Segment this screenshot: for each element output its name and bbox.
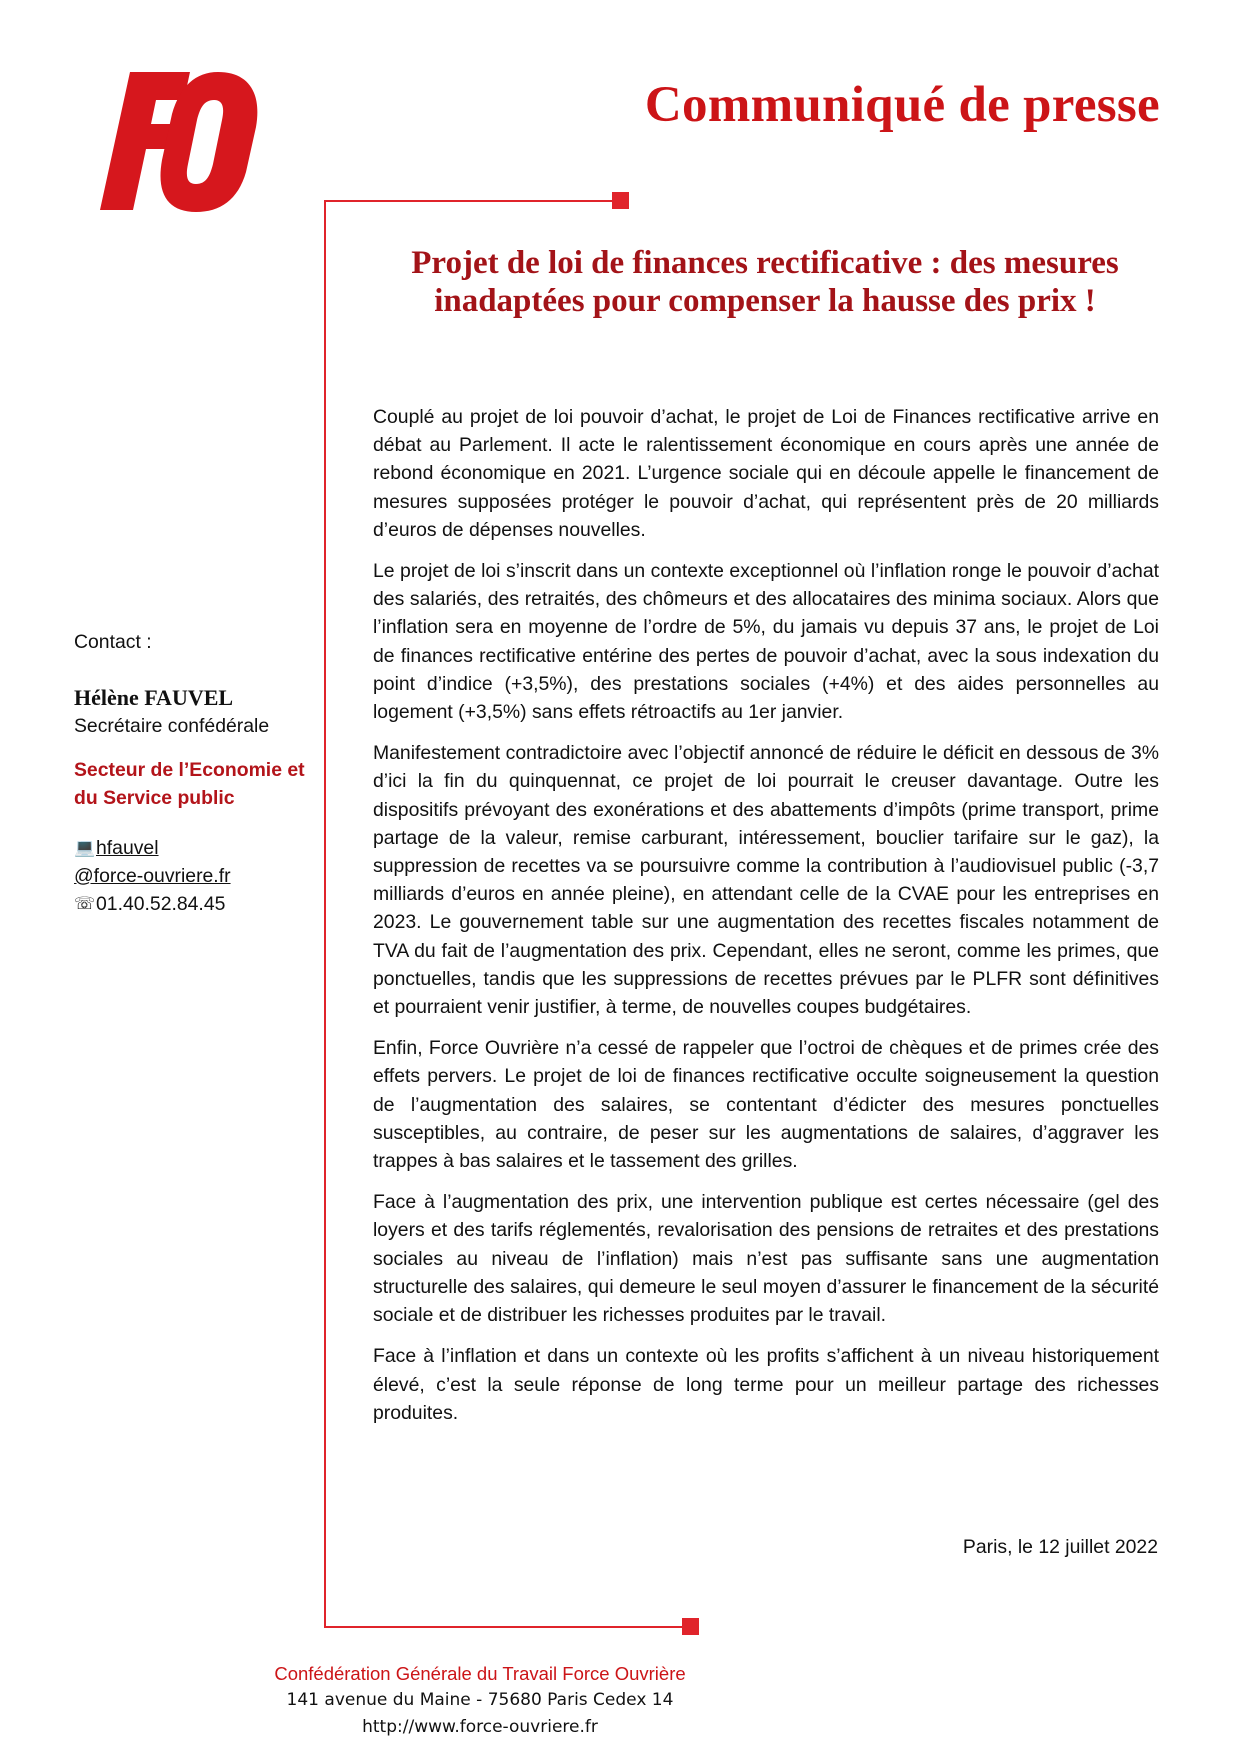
frame-bottom-line bbox=[324, 1626, 690, 1628]
place-date-signature: Paris, le 12 juillet 2022 bbox=[962, 1536, 1158, 1558]
email-domain-line[interactable] bbox=[74, 862, 324, 890]
contact-heading: Contact : bbox=[74, 631, 152, 653]
telephone-icon: ☏ bbox=[74, 894, 96, 913]
contact-sidebar bbox=[74, 628, 324, 918]
frame-top-square bbox=[612, 192, 629, 209]
frame-bottom-square bbox=[682, 1618, 699, 1635]
email-line[interactable] bbox=[74, 834, 324, 862]
footer-organization: Confédération Générale du Travail Force Ouvrière bbox=[274, 1663, 686, 1684]
frame-top-line bbox=[324, 200, 621, 202]
paragraph: Couplé au projet de loi pouvoir d’achat, le projet de Loi de Finances rectificative arrive en débat au Parlement. Il acte le ralentissement économique en cours après une année de rebond économique en 2021. L’urgence sociale qui en découle appelle le financement de mesures supposées protéger le pouvoir d’achat, qui représentent près de 20 milliards d’euros de dépenses nouvelles. bbox=[373, 406, 1159, 541]
paragraph: Enfin, Force Ouvrière n’a cessé de rappeler que l’octroi de chèques et de primes crée des effets pervers. Le projet de loi de finances rectificative occulte soigneusement la question de l’augmentation des salaires, se contentant d’édicter des mesures ponctuelles susceptibles, au contraire, de peser sur les augmentations de salaires, d’aggraver les trappes à bas salaires et le tassement des grilles. bbox=[373, 1037, 1159, 1173]
email-link-domain[interactable]: @force-ouvriere.fr bbox=[74, 865, 231, 887]
footer-website-link[interactable]: http://www.force-ouvriere.fr bbox=[362, 1717, 598, 1737]
paragraph: Le projet de loi s’inscrit dans un contexte exceptionnel où l’inflation ronge le pouvoir d’achat des salariés, des retraités, des chômeurs et des allocataires des minima sociaux. Alors que l’inflation sera en moyenne de l’ordre de 5%, du jamais vu depuis 37 ans, le projet de Loi de finances rectificative entérine des pertes de pouvoir d’achat, avec la sous indexation du point d’indice (+3,5%), des prestations sociales (+4%) et des aides personnelles au logement (+3,5%) sans effets rétroactifs au 1er janvier. bbox=[373, 560, 1159, 724]
contact-sector-line: du Service public bbox=[74, 787, 235, 809]
paragraph: Face à l’augmentation des prix, une intervention publique est certes nécessaire (gel des loyers et des tarifs réglementés, revalorisation des pensions de retraites et des prestations sociales au niveau de l’inflation) mais n’est pas suffisante sans une augmentation structurelle des salaires, qui demeure le seul moyen d’assurer le financement de la sécurité sociale et de distribuer les richesses produites par le travail. bbox=[373, 1191, 1159, 1327]
footer-address: 141 avenue du Maine - 75680 Paris Cedex 14 bbox=[286, 1690, 674, 1710]
fo-logo-icon bbox=[100, 72, 260, 212]
email-link-user[interactable]: hfauvel bbox=[96, 837, 159, 859]
paragraph: Face à l’inflation et dans un contexte où les profits s’affichent à un niveau historiquement élevé, c’est la seule réponse de long terme pour un meilleur partage des richesses produites. bbox=[373, 1345, 1159, 1424]
contact-name: Hélène FAUVEL bbox=[74, 685, 234, 710]
contact-role: Secrétaire confédérale bbox=[74, 715, 270, 737]
contact-sector-line: Secteur de l’Economie et bbox=[74, 759, 305, 781]
phone-line bbox=[74, 890, 324, 918]
document-body bbox=[373, 403, 1159, 1440]
paragraph: Manifestement contradictoire avec l’objectif annoncé de réduire le déficit en dessous de 3% d’ici la fin du quinquennat, ce projet de loi pourrait le creuser davantage. Outre les dispositifs prévoyant des exonérations et des abattements d’impôts (prime transport, prime partage de la valeur, remise carburant, intéressement, bouclier tarifaire sur le gaz), la suppression de recettes va se poursuivre comme la contribution à l’audiovisuel public (-3,7 milliards d’euros en année pleine), en attendant celle de la CVAE pour les entreprises en 2023. Le gouvernement table sur une augmentation des recettes fiscales notamment de TVA du fait de l’augmentation des prix. Cependant, elles ne seront, comme les primes, que ponctuelles, tandis que les suppressions de recettes prévues par le PLFR sont définitives et pourraient venir justifier, à terme, de nouvelles coupes budgétaires. bbox=[373, 742, 1159, 1019]
phone-number: 01.40.52.84.45 bbox=[96, 893, 226, 915]
press-release-heading: Communiqué de presse bbox=[644, 77, 1160, 133]
contact-sector bbox=[74, 756, 324, 812]
frame-left-line bbox=[324, 200, 326, 1628]
fo-logo bbox=[100, 72, 260, 212]
document-title: Projet de loi de finances rectificative : des mesures inadaptées pour compenser la hausse des prix ! bbox=[411, 245, 1119, 319]
footer bbox=[0, 1660, 960, 1741]
laptop-icon: 💻 bbox=[74, 838, 96, 857]
